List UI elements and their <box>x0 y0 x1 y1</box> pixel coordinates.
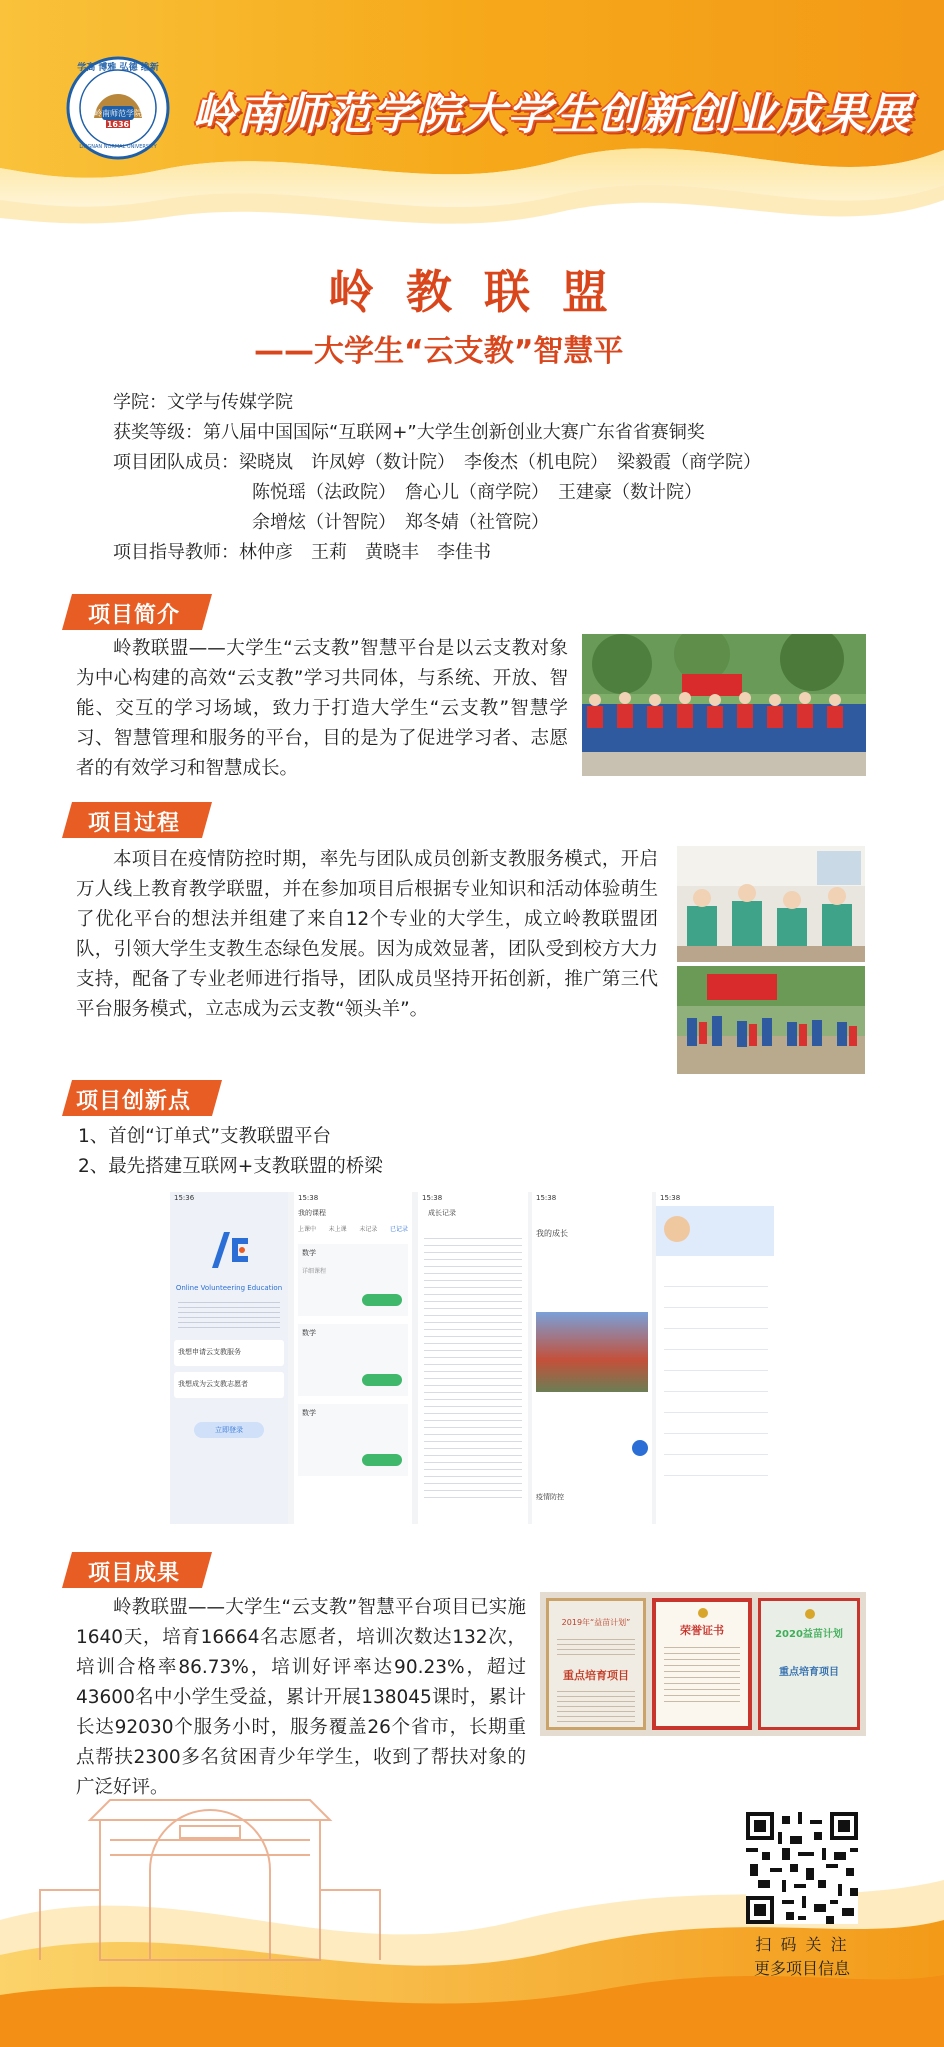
screen2-course-1: 数学 <box>302 1249 316 1257</box>
innovation-point-2: 2、最先搭建互联网+支教联盟的桥梁 <box>78 1156 383 1177</box>
section-results-heading <box>62 1552 212 1588</box>
screen2-tab-0[interactable]: 上课中 <box>298 1226 317 1233</box>
section-innovation-title: 项目创新点 <box>76 1089 192 1114</box>
app-screen-profile <box>656 1192 774 1524</box>
screen2-tab-1[interactable]: 未上课 <box>328 1226 347 1233</box>
screen1-desc <box>178 1298 280 1328</box>
certificate-2-emblem <box>698 1608 708 1618</box>
section-innovation-heading <box>62 1080 222 1116</box>
project-subtitle: ——大学生“云支教”智慧平 <box>254 334 624 369</box>
certificate-1-line1: 2019年“益苗计划” <box>561 1618 631 1627</box>
qr-caption-line2: 更多项目信息 <box>753 1959 850 1978</box>
screen1-volunteer-label: 我想成为云支教志愿者 <box>178 1380 248 1388</box>
screen1-volunteer-button[interactable] <box>174 1372 284 1398</box>
intro-photo-volunteers <box>582 634 866 776</box>
screen2-sub-1: 详细课程 <box>302 1268 327 1275</box>
app-logo-icon <box>208 1228 252 1272</box>
info-award: 获奖等级：第八届中国国际“互联网+”大学生创新创业大赛广东省省赛铜奖 <box>113 422 705 443</box>
certificate-1-text <box>557 1635 635 1659</box>
screen3-time: 15:38 <box>422 1194 443 1202</box>
info-team-line1: 项目团队成员：梁晓岚 许凤婷（数计院） 李俊杰（机电院） 梁毅霞（商学院） <box>113 452 761 473</box>
screen2-tab-2[interactable]: 未记录 <box>359 1226 378 1233</box>
screen1-login-label: 立即登录 <box>215 1426 243 1434</box>
process-photo-classroom <box>677 846 865 962</box>
process-paragraph: 本项目在疫情防控时期，率先与团队成员创新支教服务模式，开启万人线上教育教学联盟，并在参加项目后根据专业知识和活动体验萌生了优化平台的想法并组建了来自12个专业的大学生，成立岭教联盟团队，引领大学生支教生态绿色发展。因为成效显著，团队受到校方大力支持，配备了专业老师进行指导，团队成员坚持开拓创新，推广第三代平台服务模式，立志成为云支教“领头羊”。 <box>76 849 658 1020</box>
certificate-1-line2: 重点培育项目 <box>563 1669 629 1682</box>
section-intro-heading <box>62 594 212 630</box>
certificate-1-list <box>557 1687 635 1723</box>
project-title: 岭 教 联 盟 <box>327 265 617 319</box>
app-screenshots <box>170 1192 774 1524</box>
logo-year: 1636 <box>106 120 130 129</box>
certificate-2-title: 荣誉证书 <box>680 1624 724 1637</box>
certificate-2 <box>652 1598 752 1730</box>
app-screen-home <box>170 1192 288 1524</box>
screen2-tabs <box>298 1224 408 1233</box>
screen4-title: 我的成长 <box>536 1229 568 1238</box>
qr-caption-line1: 扫 码 关 注 <box>755 1935 849 1954</box>
certificate-3 <box>758 1598 860 1730</box>
info-college: 学院：文学与传媒学院 <box>113 392 293 413</box>
screen2-card-2 <box>298 1324 408 1396</box>
section-process-heading <box>62 802 212 838</box>
header-title: 岭南师范学院大学生创新创业成果展 <box>192 89 912 140</box>
logo-top-text: 学高 博雅 弘德 维新 <box>77 63 159 73</box>
innovation-point-1: 1、首创“订单式”支教联盟平台 <box>78 1126 331 1147</box>
screen4-add-button[interactable] <box>632 1440 648 1456</box>
screen5-time: 15:38 <box>660 1194 681 1202</box>
app-screen-courses <box>294 1192 412 1524</box>
certificate-1 <box>546 1598 646 1730</box>
screen2-time: 15:38 <box>298 1194 319 1202</box>
screen2-card-1-button[interactable] <box>362 1294 402 1306</box>
screen2-title: 我的课程 <box>298 1209 326 1217</box>
intro-paragraph: 岭教联盟——大学生“云支教”智慧平台是以云支教对象为中心构建的高效“云支教”学习共同体，与系统、开放、智能、交互的学习场域，致力于打造大学生“云支教”智慧学习、智慧管理和服务的平台，目的是为了促进学习者、志愿者的有效学习和智慧成长。 <box>76 638 568 779</box>
screen2-course-3: 数学 <box>302 1409 316 1417</box>
certificates-photo <box>540 1592 866 1736</box>
screen2-card-2-button[interactable] <box>362 1374 402 1386</box>
screen1-login-button[interactable] <box>194 1422 264 1438</box>
section-process-title: 项目过程 <box>88 811 181 836</box>
screen1-apply-label: 我想申请云支教服务 <box>178 1348 241 1356</box>
section-intro-title: 项目简介 <box>88 603 181 628</box>
screen2-course-2: 数学 <box>302 1329 316 1337</box>
screen1-apply-button[interactable] <box>174 1340 284 1366</box>
info-team-line2: 陈悦瑶（法政院） 詹心儿（商学院） 王建豪（数计院） <box>252 482 702 503</box>
screen2-card-1 <box>298 1244 408 1316</box>
certificate-2-text <box>664 1642 740 1702</box>
screen4-photo <box>536 1312 648 1392</box>
certificate-3-emblem <box>805 1609 815 1619</box>
screen2-card-3 <box>298 1404 408 1476</box>
screen1-brand: Online Volunteering Education <box>175 1284 283 1292</box>
logo-center-text: 岭南师范学院 <box>94 109 142 118</box>
qr-code[interactable] <box>746 1812 858 1924</box>
university-logo <box>66 56 170 160</box>
results-paragraph: 岭教联盟——大学生“云支教”智慧平台项目已实施1640天，培育16664名志愿者，培训次数达132次，培训合格率86.73%，培训好评率达90.23%，超过43600名中小学生受益，累计开展138045课时，累计长达92030个服务小时，服务覆盖26个省市，长期重点帮扶2300多名贫困青少年学生，收到了帮扶对象的广泛好评。 <box>76 1597 526 1798</box>
certificate-3-sub: 重点培育项目 <box>779 1667 839 1678</box>
screen4-banner: 疫情防控 <box>536 1493 564 1501</box>
avatar <box>664 1216 690 1242</box>
info-team-line3: 余增炫（计智院） 郑冬婧（社管院） <box>252 512 549 533</box>
screen2-tab-3[interactable]: 已记录 <box>389 1226 408 1233</box>
certificate-3-title: 2020益苗计划 <box>775 1629 843 1640</box>
screen3-text-block <box>424 1232 522 1502</box>
screen5-menu <box>664 1266 768 1496</box>
app-screen-growth <box>532 1192 652 1524</box>
section-results-title: 项目成果 <box>88 1561 181 1586</box>
screen2-card-3-button[interactable] <box>362 1454 402 1466</box>
screen1-time: 15:36 <box>174 1194 195 1202</box>
screen4-time: 15:38 <box>536 1194 557 1202</box>
logo-bottom-text: LINGNAN NORMAL UNIVERSITY <box>79 144 157 150</box>
process-photo-march <box>677 966 865 1074</box>
app-screen-records <box>418 1192 528 1524</box>
info-advisors: 项目指导教师：林仲彦 王莉 黄晓丰 李佳书 <box>113 542 491 563</box>
screen3-title: 成长记录 <box>428 1209 456 1217</box>
